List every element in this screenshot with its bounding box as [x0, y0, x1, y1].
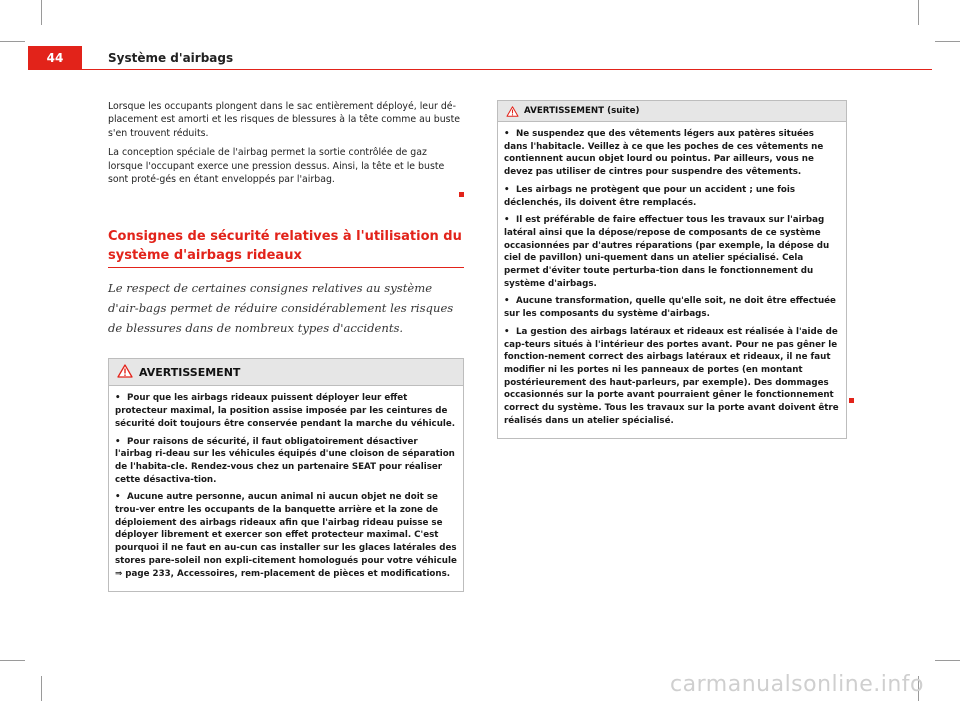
warning-title: AVERTISSEMENT — [139, 365, 241, 379]
crop-mark — [0, 41, 25, 42]
bullet-icon: • — [504, 184, 510, 195]
warning-header — [498, 101, 846, 122]
bullet-icon: • — [115, 492, 121, 503]
body-paragraph-text: La conception spéciale de l'airbag permet la sortie contrôlée de gaz lorsque l'occupant exerce une pression dessus. Ainsi, la tête et le buste sont proté-gés en étant enveloppés par l'airbag. — [108, 147, 445, 186]
crop-mark — [935, 660, 960, 661]
warning-item-text: Ne suspendez que des vêtements légers aux patères situées dans l'habitacle. Veillez à ce que les poches de ces vêtements ne contiennent aucun objet lourd ou pointus. Par ailleurs, vous ne devez pas utiliser de cintres pour suspendre des vêtements. — [504, 129, 824, 178]
warning-item-text: Les airbags ne protègent que pour un accident ; une fois déclenchés, ils doivent être remplacés. — [504, 184, 796, 208]
warning-header — [109, 359, 463, 386]
warning-item — [504, 214, 840, 290]
bullet-icon: • — [504, 296, 510, 307]
bullet-icon: • — [504, 215, 510, 226]
warning-item-text: Aucune autre personne, aucun animal ni aucun objet ne doit se trou-ver entre les occupants de la banquette arrière et la zone de déploiement des airbags rideaux afin que l'airbag rideau puisse se déployer librement et exercer son effet protecteur maximal. C'est pourquoi il ne faut en au-cun cas installer sur les glaces latérales des stores pare-soleil non expli-citement homologués pour votre véhicule ⇒ page 233, Accessoires, rem-placement de pièces et modifications. — [115, 492, 457, 579]
page-title: Système d'airbags — [108, 51, 234, 65]
bullet-icon: • — [504, 326, 510, 337]
bullet-icon: • — [504, 129, 510, 139]
warning-item — [504, 184, 840, 209]
warning-item-text: Il est préférable de faire effectuer tous les travaux sur l'airbag latéral ainsi que la dépose/repose de composants de ce système occasionnées par d'autres réparations (par exemple, la dépose du ciel de pavillon) uni-quement dans un atelier spécialisé. Cela permet d'éviter toute perturba-tion dans le fonctionnement du système d'airbags. — [504, 215, 830, 289]
section-end-square-icon — [459, 192, 464, 197]
warning-item-text: La gestion des airbags latéraux et rideaux est réalisée à l'aide de cap-teurs situés à l'intérieur des portes avant. Pour ne pas gêner le fonction-nement correct des airbags latéraux et rideaux, il ne faut modifier ni les portes ni les panneaux de portes (en montant postérieurement des haut-parleurs, par exemple). Des dommages occasionnés sur la porte avant pourraient gêner le fonctionnement correct du système. Tous les travaux sur la porte avant doivent être réalisés dans un atelier spécialisé. — [504, 326, 839, 426]
warning-item — [115, 392, 457, 430]
warning-item — [115, 436, 457, 487]
crop-mark — [41, 0, 42, 25]
warning-item-text: Pour que les airbags rideaux puissent déployer leur effet protecteur maximal, la position assise imposée par les ceintures de sécurité doit toujours être conservée pendant la marche du véhicule. — [115, 393, 456, 429]
warning-box-continued — [497, 100, 847, 439]
warning-item — [504, 295, 840, 320]
section-intro: Le respect de certaines consignes relatives au système d'air-bags permet de réduire considérablement les risques de blessures dans de nombreux types d'accidents. — [108, 281, 454, 336]
right-column — [497, 100, 847, 439]
left-column — [108, 100, 464, 592]
warning-item — [115, 491, 457, 580]
warning-item — [504, 326, 840, 428]
crop-mark — [935, 41, 960, 42]
warning-title: AVERTISSEMENT (suite) — [524, 106, 640, 116]
watermark: carmanualsonline.info — [670, 672, 924, 697]
body-paragraph: Lorsque les occupants plongent dans le sac entièrement déployé, leur dé-placement est amorti et les risques de blessures à la tête comme au buste s'en trouvent réduits. — [108, 101, 461, 139]
body-paragraph — [108, 146, 464, 186]
crop-mark — [41, 676, 42, 701]
warning-item — [504, 128, 840, 179]
bullet-icon: • — [115, 393, 121, 404]
warning-body — [498, 122, 846, 438]
bullet-icon: • — [115, 436, 121, 447]
warning-triangle-icon — [506, 102, 519, 121]
warning-box — [108, 358, 464, 592]
section-title: Consignes de sécurité relatives à l'utilisation du système d'airbags rideaux — [108, 227, 464, 268]
warning-item-text: Pour raisons de sécurité, il faut obligatoirement désactiver l'airbag ri-deau sur les véhicules équipés d'une cloison de séparation de l'habita-cle. Rendez-vous chez un partenaire SEAT pour réaliser cette désactiva-tion. — [115, 436, 455, 485]
crop-mark — [918, 0, 919, 25]
section-end-square-icon — [849, 398, 854, 403]
crop-mark — [0, 660, 25, 661]
warning-item-text: Aucune transformation, quelle qu'elle soit, ne doit être effectuée sur les composants du système d'airbags. — [504, 296, 836, 320]
warning-body — [109, 386, 463, 591]
header-rule — [82, 69, 932, 70]
page-number: 44 — [46, 51, 64, 65]
warning-triangle-icon — [117, 363, 133, 382]
